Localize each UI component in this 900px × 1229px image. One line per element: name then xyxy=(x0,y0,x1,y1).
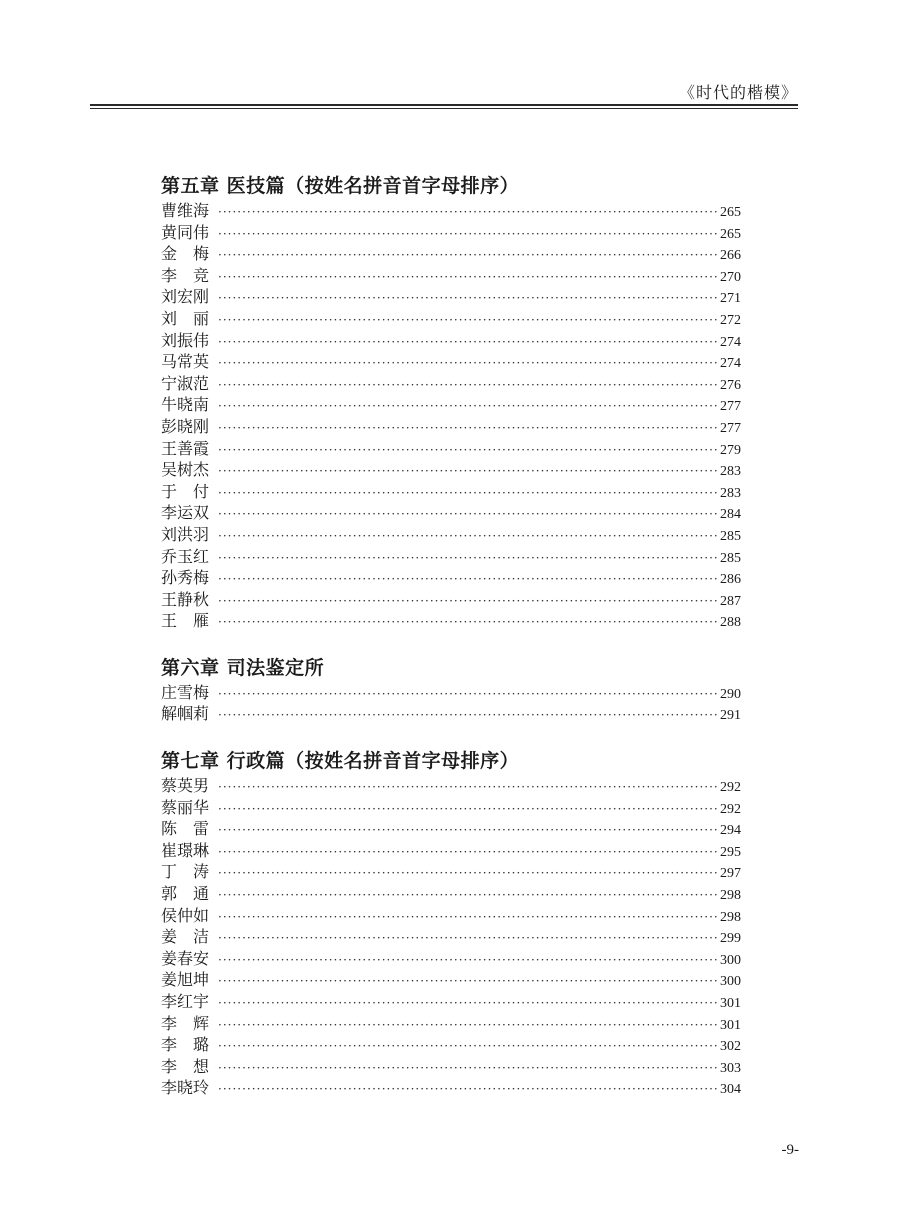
entry-name: 侯仲如 xyxy=(161,905,210,925)
entry-page-number: 274 xyxy=(720,356,741,372)
toc-entry[interactable] xyxy=(161,926,741,948)
entry-name: 郭 通 xyxy=(161,884,210,904)
entry-name: 刘 丽 xyxy=(161,308,210,328)
toc-entry[interactable] xyxy=(161,840,741,862)
toc-entry[interactable] xyxy=(161,818,741,840)
chapter-section xyxy=(161,747,741,1099)
toc-entry[interactable] xyxy=(161,265,741,287)
book-title: 《时代的楷模》 xyxy=(678,83,798,102)
entry-name: 王善霞 xyxy=(161,438,210,458)
entry-page-number: 287 xyxy=(720,593,741,609)
entry-page-number: 266 xyxy=(720,248,741,264)
entry-page-number: 300 xyxy=(720,974,741,990)
dot-leader xyxy=(218,267,719,289)
toc-entry[interactable] xyxy=(161,524,741,546)
entry-name: 姜旭坤 xyxy=(161,970,210,990)
dot-leader xyxy=(218,288,719,310)
entry-page-number: 277 xyxy=(720,399,741,415)
toc-entry[interactable] xyxy=(161,703,741,725)
dot-leader xyxy=(218,202,719,224)
dot-leader xyxy=(218,705,719,727)
entry-page-number: 302 xyxy=(720,1039,741,1055)
toc-entry[interactable] xyxy=(161,589,741,611)
running-header xyxy=(90,76,798,108)
dot-leader xyxy=(218,461,719,483)
entry-page-number: 295 xyxy=(720,844,741,860)
entry-page-number: 272 xyxy=(720,312,741,328)
entry-page-number: 304 xyxy=(720,1082,741,1098)
toc-entry[interactable] xyxy=(161,991,741,1013)
entry-page-number: 300 xyxy=(720,952,741,968)
dot-leader xyxy=(218,950,719,972)
entry-page-number: 265 xyxy=(720,205,741,220)
entry-name: 李 竞 xyxy=(161,265,210,285)
dot-leader xyxy=(218,842,719,864)
dot-leader xyxy=(218,928,719,950)
entry-name: 金 梅 xyxy=(161,244,210,264)
entry-name: 蔡英男 xyxy=(161,776,210,796)
dot-leader xyxy=(218,1015,719,1037)
entry-name: 乔玉红 xyxy=(161,546,210,566)
entry-page-number: 301 xyxy=(720,996,741,1011)
toc-entry[interactable] xyxy=(161,775,741,797)
dot-leader xyxy=(218,777,719,799)
dot-leader xyxy=(218,907,719,929)
entry-name: 蔡丽华 xyxy=(161,797,210,817)
dot-leader xyxy=(218,971,719,993)
dot-leader xyxy=(218,483,719,505)
entry-name: 王 雁 xyxy=(161,611,210,631)
entry-page-number: 298 xyxy=(720,909,741,925)
dot-leader xyxy=(218,526,719,548)
toc-entry[interactable] xyxy=(161,286,741,308)
entry-name: 李 辉 xyxy=(161,1013,210,1033)
toc-entry[interactable] xyxy=(161,200,741,222)
chapter-title: 第五章 医技篇（按姓名拼音首字母排序） xyxy=(161,175,520,197)
entry-page-number: 283 xyxy=(720,464,741,480)
toc-entry[interactable] xyxy=(161,567,741,589)
entry-page-number: 290 xyxy=(720,686,741,702)
entry-name: 牛晓南 xyxy=(161,395,210,415)
toc-entry[interactable] xyxy=(161,502,741,524)
chapter-section xyxy=(161,172,741,632)
dot-leader xyxy=(218,591,719,613)
entry-page-number: 286 xyxy=(720,572,741,588)
toc-entry[interactable] xyxy=(161,1056,741,1078)
entry-name: 曹维海 xyxy=(161,201,210,220)
entry-name: 刘洪羽 xyxy=(161,524,210,544)
entry-name: 吴树杰 xyxy=(161,460,210,480)
toc-entry[interactable] xyxy=(161,243,741,265)
header-rule-thick xyxy=(90,104,798,106)
toc-entry[interactable] xyxy=(161,682,741,704)
entry-name: 解帼莉 xyxy=(161,704,210,724)
entry-name: 李红宇 xyxy=(161,992,210,1011)
dot-leader xyxy=(218,799,719,821)
entry-page-number: 265 xyxy=(720,226,741,242)
dot-leader xyxy=(218,1058,719,1080)
entry-name: 于 付 xyxy=(161,481,210,501)
entry-name: 陈 雷 xyxy=(161,819,210,839)
toc-entry[interactable] xyxy=(161,546,741,568)
entry-page-number: 292 xyxy=(720,801,741,817)
dot-leader xyxy=(218,224,719,246)
entry-page-number: 298 xyxy=(720,888,741,904)
entry-page-number: 270 xyxy=(720,269,741,285)
page-number: -9- xyxy=(781,1142,799,1158)
entry-page-number: 294 xyxy=(720,823,741,839)
entry-page-number: 285 xyxy=(720,550,741,566)
toc-entry[interactable] xyxy=(161,610,741,632)
dot-leader xyxy=(218,504,719,526)
entry-name: 李运双 xyxy=(161,503,210,523)
entry-page-number: 285 xyxy=(720,528,741,544)
entry-name: 庄雪梅 xyxy=(161,682,210,702)
toc-entry[interactable] xyxy=(161,416,741,438)
entry-page-number: 303 xyxy=(720,1060,741,1076)
dot-leader xyxy=(218,684,719,706)
dot-leader xyxy=(218,310,719,332)
entry-name: 孙秀梅 xyxy=(161,568,210,588)
entry-page-number: 297 xyxy=(720,866,741,882)
entry-page-number: 283 xyxy=(720,485,741,501)
dot-leader xyxy=(218,396,719,418)
entry-page-number: 277 xyxy=(720,420,741,436)
entry-page-number: 276 xyxy=(720,377,741,393)
entry-page-number: 299 xyxy=(720,931,741,947)
entry-name: 王静秋 xyxy=(161,589,210,609)
dot-leader xyxy=(218,820,719,842)
entry-page-number: 279 xyxy=(720,442,741,458)
toc-entry[interactable] xyxy=(161,459,741,481)
table-of-contents xyxy=(161,172,741,1121)
toc-entry[interactable] xyxy=(161,394,741,416)
dot-leader xyxy=(218,1036,719,1058)
dot-leader xyxy=(218,612,719,634)
dot-leader xyxy=(218,885,719,907)
dot-leader xyxy=(218,375,719,397)
entry-name: 姜 洁 xyxy=(161,927,210,947)
chapter-title: 第七章 行政篇（按姓名拼音首字母排序） xyxy=(161,750,520,773)
dot-leader xyxy=(218,1079,719,1101)
entry-name: 刘宏刚 xyxy=(161,287,210,307)
entry-name: 宁淑范 xyxy=(161,373,210,393)
entry-name: 丁 涛 xyxy=(161,862,210,882)
entry-page-number: 292 xyxy=(720,780,741,796)
toc-entry[interactable] xyxy=(161,481,741,503)
entry-name: 崔璟琳 xyxy=(161,840,210,860)
toc-entry[interactable] xyxy=(161,308,741,330)
toc-entry[interactable] xyxy=(161,330,741,352)
entry-page-number: 284 xyxy=(720,507,741,523)
entry-name: 李晓玲 xyxy=(161,1078,210,1098)
entry-page-number: 291 xyxy=(720,708,741,724)
entry-name: 李 璐 xyxy=(161,1035,210,1055)
dot-leader xyxy=(218,993,719,1015)
entry-name: 彭晓刚 xyxy=(161,416,210,436)
toc-entry[interactable] xyxy=(161,222,741,244)
dot-leader xyxy=(218,332,719,354)
entry-page-number: 271 xyxy=(720,291,741,307)
toc-entry[interactable] xyxy=(161,948,741,970)
dot-leader xyxy=(218,440,719,462)
toc-entry[interactable] xyxy=(161,1077,741,1099)
entry-page-number: 288 xyxy=(720,615,741,631)
dot-leader xyxy=(218,863,719,885)
toc-entry[interactable] xyxy=(161,797,741,819)
entry-name: 黄同伟 xyxy=(161,222,210,242)
toc-entry[interactable] xyxy=(161,1034,741,1056)
header-rule-thin xyxy=(90,108,798,109)
toc-entry[interactable] xyxy=(161,905,741,927)
dot-leader xyxy=(218,569,719,591)
toc-entry[interactable] xyxy=(161,883,741,905)
toc-entry[interactable] xyxy=(161,438,741,460)
toc-entry[interactable] xyxy=(161,969,741,991)
toc-entry[interactable] xyxy=(161,1013,741,1035)
dot-leader xyxy=(218,418,719,440)
entry-name: 姜春安 xyxy=(161,948,210,968)
entry-name: 马常英 xyxy=(161,352,210,372)
entry-page-number: 274 xyxy=(720,334,741,350)
chapter-title: 第六章 司法鉴定所 xyxy=(161,656,325,679)
dot-leader xyxy=(218,245,719,267)
chapter-section xyxy=(161,654,741,725)
dot-leader xyxy=(218,353,719,375)
toc-entry[interactable] xyxy=(161,861,741,883)
toc-entry[interactable] xyxy=(161,373,741,395)
dot-leader xyxy=(218,548,719,570)
entry-name: 刘振伟 xyxy=(161,330,210,350)
entry-page-number: 301 xyxy=(720,1017,741,1033)
entry-name: 李 想 xyxy=(161,1056,210,1076)
toc-entry[interactable] xyxy=(161,351,741,373)
